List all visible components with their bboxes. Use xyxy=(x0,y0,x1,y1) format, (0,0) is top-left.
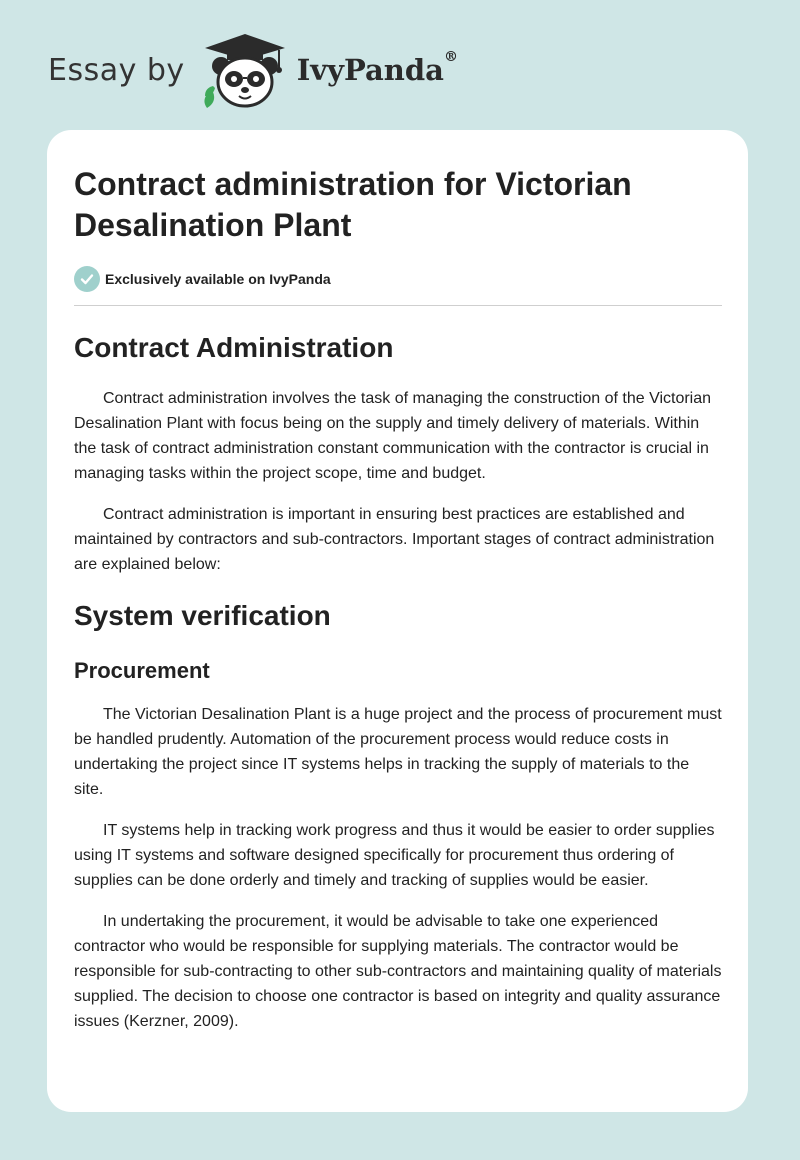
section-heading-system-verification: System verification xyxy=(74,600,331,631)
exclusive-badge xyxy=(74,266,722,292)
paragraph: Contract administration involves the task of managing the construction of the Victorian Desalination Plant with focus being on the supply and timely delivery of materials. Within the task of contract administration constant communication with the contractor is crucial in managing tasks within the project scope, time and budget. xyxy=(74,390,712,482)
paragraph: In undertaking the procurement, it would be advisable to take one experienced contractor who would be responsible for supplying materials. The contractor would be responsible for sub-contracting to other sub-contractors and maintaining quality of materials supplied. The decision to choose one contractor is based on integrity and quality assurance issues (Kerzner, 2009). xyxy=(74,913,722,1030)
check-icon xyxy=(74,266,100,292)
site-header xyxy=(48,30,458,110)
paragraph: The Victorian Desalination Plant is a huge project and the process of procurement must be handled prudently. Automation of the procurement process would reduce costs in undertaking the project since IT systems helps in tracking the supply of materials to the site. xyxy=(74,706,722,798)
subheading-procurement: Procurement xyxy=(74,658,210,683)
essay-by-label: Essay by xyxy=(48,52,185,88)
article-card xyxy=(47,130,748,1112)
paragraph: IT systems help in tracking work progress and thus it would be easier to order supplies using IT systems and software designed specifically for procurement thus ordering of supplies can be done orderly and timely and tracking of supplies would be easier. xyxy=(74,822,715,889)
paragraph: Contract administration is important in ensuring best practices are established and maintained by contractors and sub-contractors. Important stages of contract administration are explained below: xyxy=(74,506,715,573)
article-title: Contract administration for Victorian Desalination Plant xyxy=(74,166,632,243)
brand-name: IvyPanda® xyxy=(296,49,458,87)
divider xyxy=(74,305,722,306)
panda-logo-icon xyxy=(199,30,291,110)
exclusive-label: Exclusively available on IvyPanda xyxy=(105,271,331,287)
section-heading-contract-administration: Contract Administration xyxy=(74,332,394,363)
